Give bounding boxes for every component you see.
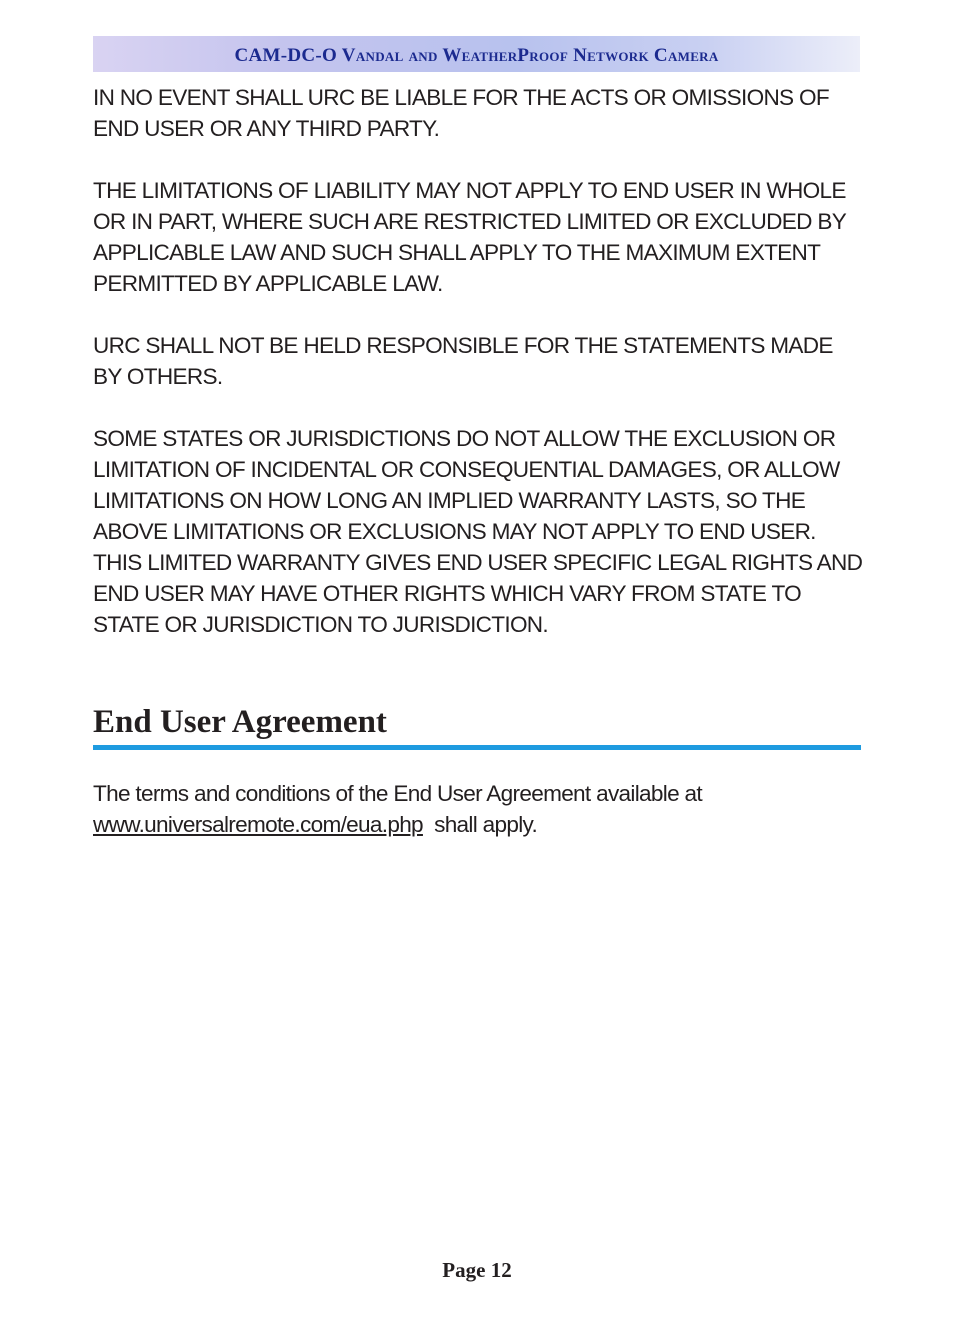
paragraph-liability: IN NO EVENT SHALL URC BE LIABLE FOR THE ACTS OR OMISSIONS OF END USER OR ANY THIRD PARTY. (93, 85, 829, 141)
paragraph-jurisdictions: SOME STATES OR JURISDICTIONS DO NOT ALLOW THE EXCLUSION OR LIMITATION OF INCIDENTAL OR CONSEQUENTIAL DAMAGES, OR ALLOW LIMITATIONS ON HOW LONG AN IMPLIED WARRANTY LASTS, SO THE ABOVE LIMITATIONS OR EXCLUSIONS MAY NOT APPLY TO END USER. THIS LIMITED WARRANTY GIVES END USER SPECIFIC LEGAL RIGHTS AND END USER MAY HAVE OTHER RIGHTS WHICH VARY FROM STATE TO STATE OR JURISDICTION TO JURISDICTION. (93, 426, 863, 637)
warranty-text (93, 82, 863, 671)
paragraph-statements: URC SHALL NOT BE HELD RESPONSIBLE FOR THE STATEMENTS MADE BY OTHERS. (93, 333, 833, 389)
section-divider (93, 745, 861, 750)
section-title: End User Agreement (93, 704, 387, 740)
eua-link[interactable]: www.universalremote.com/eua.php (93, 812, 423, 837)
header-banner (93, 36, 860, 72)
document-title: CAM-DC-O Vandal and WeatherProof Network Camera (234, 45, 719, 66)
end-user-agreement-section (93, 700, 861, 750)
paragraph-limitations: THE LIMITATIONS OF LIABILITY MAY NOT APPLY TO END USER IN WHOLE OR IN PART, WHERE SUCH ARE RESTRICTED LIMITED OR EXCLUDED BY APPLICABLE LAW AND SUCH SHALL APPLY TO THE MAXIMUM EXTENT PERMITTED BY APPLICABLE LAW. (93, 178, 846, 296)
agreement-text (93, 778, 863, 840)
page-number: Page 12 (442, 1258, 512, 1282)
agreement-intro: The terms and conditions of the End User Agreement available at (93, 781, 702, 806)
agreement-suffix: shall apply. (434, 812, 538, 837)
